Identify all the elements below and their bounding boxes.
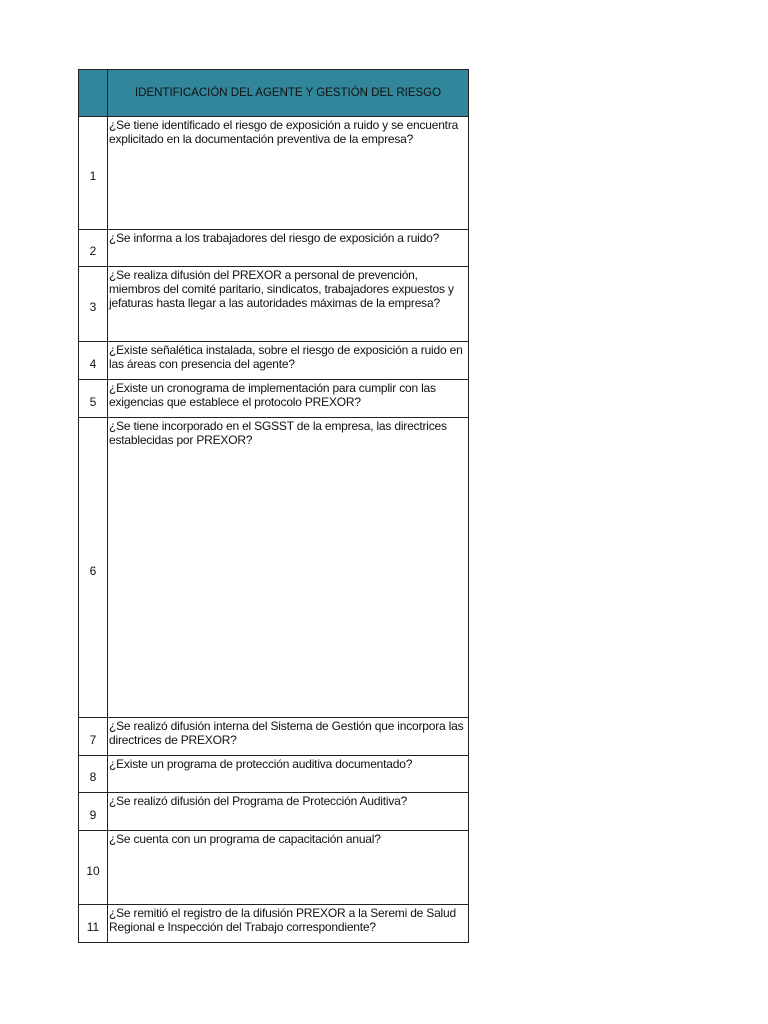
row-question: ¿Existe señalética instalada, sobre el riesgo de exposición a ruido en las áreas con presencia del agente? (108, 342, 469, 380)
row-question: ¿Se realizó difusión del Programa de Protección Auditiva? (108, 793, 469, 831)
row-question: ¿Existe un programa de protección auditiva documentado? (108, 756, 469, 793)
row-number: 3 (79, 267, 108, 342)
row-number: 1 (79, 117, 108, 230)
row-question: ¿Se tiene identificado el riesgo de exposición a ruido y se encuentra explicitado en la documentación preventiva de la empresa? (108, 117, 469, 230)
header-row (79, 70, 469, 117)
row-number: 7 (79, 718, 108, 756)
row-number: 11 (79, 905, 108, 943)
row-question: ¿Se informa a los trabajadores del riesgo de exposición a ruido? (108, 230, 469, 267)
row-question: ¿Existe un cronograma de implementación para cumplir con las exigencias que establece el protocolo PREXOR? (108, 380, 469, 418)
table-row (79, 117, 469, 230)
table-row (79, 342, 469, 380)
row-question: ¿Se realizó difusión interna del Sistema de Gestión que incorpora las directrices de PREXOR? (108, 718, 469, 756)
table-row (79, 793, 469, 831)
table-row (79, 718, 469, 756)
table-row (79, 267, 469, 342)
row-number: 10 (79, 831, 108, 905)
row-question: ¿Se tiene incorporado en el SGSST de la empresa, las directrices establecidas por PREXOR? (108, 418, 469, 718)
row-number: 4 (79, 342, 108, 380)
row-question: ¿Se realiza difusión del PREXOR a personal de prevención, miembros del comité paritario, sindicatos, trabajadores expuestos y jefaturas hasta llegar a las autoridades máximas de la empresa? (108, 267, 469, 342)
table-row (79, 831, 469, 905)
row-number: 2 (79, 230, 108, 267)
row-number: 8 (79, 756, 108, 793)
table-row (79, 418, 469, 718)
row-question: ¿Se remitió el registro de la difusión PREXOR a la Seremi de Salud Regional e Inspección del Trabajo correspondiente? (108, 905, 469, 943)
table-row (79, 230, 469, 267)
header-title: IDENTIFICACIÓN DEL AGENTE Y GESTIÓN DEL RIESGO (108, 70, 469, 117)
row-number: 5 (79, 380, 108, 418)
table-row (79, 756, 469, 793)
row-number: 6 (79, 418, 108, 718)
header-number-cell (79, 70, 108, 117)
row-number: 9 (79, 793, 108, 831)
table-row (79, 905, 469, 943)
row-question: ¿Se cuenta con un programa de capacitación anual? (108, 831, 469, 905)
table-row (79, 380, 469, 418)
checklist-table (78, 69, 469, 943)
